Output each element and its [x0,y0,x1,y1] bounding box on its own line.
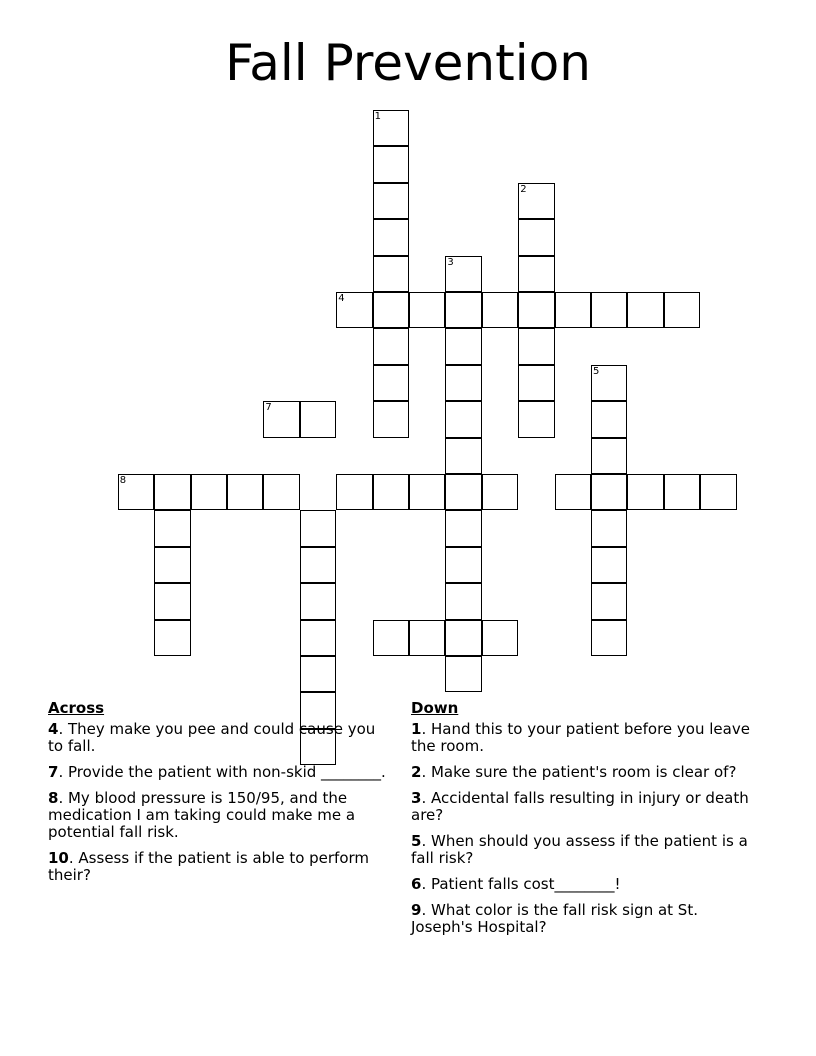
grid-cell[interactable] [336,292,372,328]
clue-text: My blood pressure is 150/95, and the medication I am taking could make me a potential fall risk. [48,789,356,841]
grid-cell[interactable] [627,474,663,510]
grid-cell[interactable] [627,292,663,328]
grid-cell[interactable] [591,620,627,656]
grid-cell[interactable] [482,474,518,510]
down-clue: 1. Hand this to your patient before you leave the room. [411,720,750,755]
clue-text: What color is the fall risk sign at St. Joseph's Hospital? [411,901,698,936]
clue-number: 5 [411,832,422,850]
grid-cell[interactable] [445,328,481,364]
clue-number: 10 [48,849,69,867]
grid-cell[interactable] [555,474,591,510]
grid-cell[interactable] [518,401,554,437]
down-clue: 6. Patient falls cost________! [411,875,621,893]
clue-number-label: 2 [520,183,527,195]
grid-cell[interactable] [373,292,409,328]
clue-text: Assess if the patient is able to perform their? [48,849,370,884]
grid-cell[interactable] [482,292,518,328]
clue-number: 6 [411,875,422,893]
grid-cell[interactable] [300,620,336,656]
across-clue: 4. They make you pee and could cause you to fall. [48,720,376,755]
grid-cell[interactable] [373,110,409,146]
grid-cell[interactable] [373,328,409,364]
grid-cell[interactable] [154,583,190,619]
grid-cell[interactable] [518,292,554,328]
clue-number-label: 4 [338,293,345,304]
grid-cell[interactable] [154,547,190,583]
clue-number: 8 [48,789,59,807]
grid-cell[interactable] [700,474,736,510]
grid-cell[interactable] [373,401,409,437]
grid-cell[interactable] [154,620,190,656]
grid-cell[interactable] [445,620,481,656]
down-clues [411,700,756,945]
page-title: Fall Prevention [225,34,591,92]
grid-cell[interactable] [373,183,409,219]
grid-cell[interactable] [445,401,481,437]
grid-cell[interactable] [300,547,336,583]
grid-cell[interactable] [445,365,481,401]
clue-number: 7 [48,763,59,781]
clue-number-label: 8 [119,475,127,486]
across-clues [48,700,388,893]
grid-cell[interactable] [664,292,700,328]
across-clue: 8. My blood pressure is 150/95, and the medication I am taking could make me a potential fall risk. [48,789,356,841]
grid-cell[interactable] [409,292,445,328]
grid-cell[interactable] [518,365,554,401]
across-clue: 10. Assess if the patient is able to perform their? [48,849,370,884]
grid-cell[interactable] [591,292,627,328]
grid-cell[interactable] [591,510,627,546]
grid-cell[interactable] [445,474,481,510]
grid-cell[interactable] [300,401,336,437]
grid-cell[interactable] [591,583,627,619]
grid-cell[interactable] [445,256,481,292]
grid-cell[interactable] [373,365,409,401]
grid-cell[interactable] [263,474,299,510]
clue-number: 2 [411,763,422,781]
grid-cell[interactable] [445,510,481,546]
grid-cell[interactable] [118,474,154,510]
clue-number: 1 [411,720,422,738]
grid-cell[interactable] [373,256,409,292]
clue-text: They make you pee and could cause you to fall. [48,720,376,755]
clue-number-label: 7 [265,402,272,414]
grid-cell[interactable] [445,656,481,692]
grid-cell[interactable] [591,547,627,583]
down-clue: 2. Make sure the patient's room is clear of? [411,763,737,781]
grid-cell[interactable] [591,438,627,474]
grid-cell[interactable] [227,474,263,510]
grid-cell[interactable] [445,438,481,474]
clue-number-label: 3 [447,256,454,268]
across-heading: Across [48,699,105,717]
grid-cell[interactable] [300,583,336,619]
down-clue: 9. What color is the fall risk sign at St. Joseph's Hospital? [411,901,698,936]
grid-cell[interactable] [445,547,481,583]
grid-cell[interactable] [591,401,627,437]
down-clue: 3. Accidental falls resulting in injury or death are? [411,789,749,824]
grid-cell[interactable] [409,620,445,656]
clue-number-label: 1 [374,111,381,122]
grid-cell[interactable] [518,328,554,364]
grid-cell[interactable] [154,474,190,510]
clue-number: 3 [411,789,422,807]
grid-cell[interactable] [300,656,336,692]
grid-cell[interactable] [591,365,627,401]
grid-cell[interactable] [482,620,518,656]
clue-text: When should you assess if the patient is a fall risk? [411,832,748,867]
grid-cell[interactable] [373,219,409,255]
clue-text: Make sure the patient's room is clear of? [426,763,737,781]
grid-cell[interactable] [518,183,554,219]
grid-cell[interactable] [518,256,554,292]
grid-cell[interactable] [154,510,190,546]
grid-cell[interactable] [300,510,336,546]
clue-text: Hand this to your patient before you leave the room. [411,720,750,755]
grid-cell[interactable] [591,474,627,510]
clue-number: 9 [411,901,422,919]
grid-cell[interactable] [373,474,409,510]
clue-text: Accidental falls resulting in injury or death are? [411,789,749,824]
grid-cell[interactable] [191,474,227,510]
grid-cell[interactable] [445,292,481,328]
clue-number: 4 [48,720,59,738]
grid-cell[interactable] [336,474,372,510]
down-heading: Down [411,699,459,717]
down-clue: 5. When should you assess if the patient is a fall risk? [411,832,748,867]
clue-text: Patient falls cost________! [426,875,621,893]
grid-cell[interactable] [445,583,481,619]
grid-cell[interactable] [409,474,445,510]
grid-cell[interactable] [263,401,299,437]
clue-number-label: 5 [593,365,600,377]
grid-cell[interactable] [664,474,700,510]
clue-text: Provide the patient with non-skid ________. [63,763,386,781]
grid-cell[interactable] [373,620,409,656]
grid-cell[interactable] [518,219,554,255]
grid-cell[interactable] [555,292,591,328]
grid-cell[interactable] [373,146,409,182]
across-clue: 7. Provide the patient with non-skid ________. [48,763,386,781]
